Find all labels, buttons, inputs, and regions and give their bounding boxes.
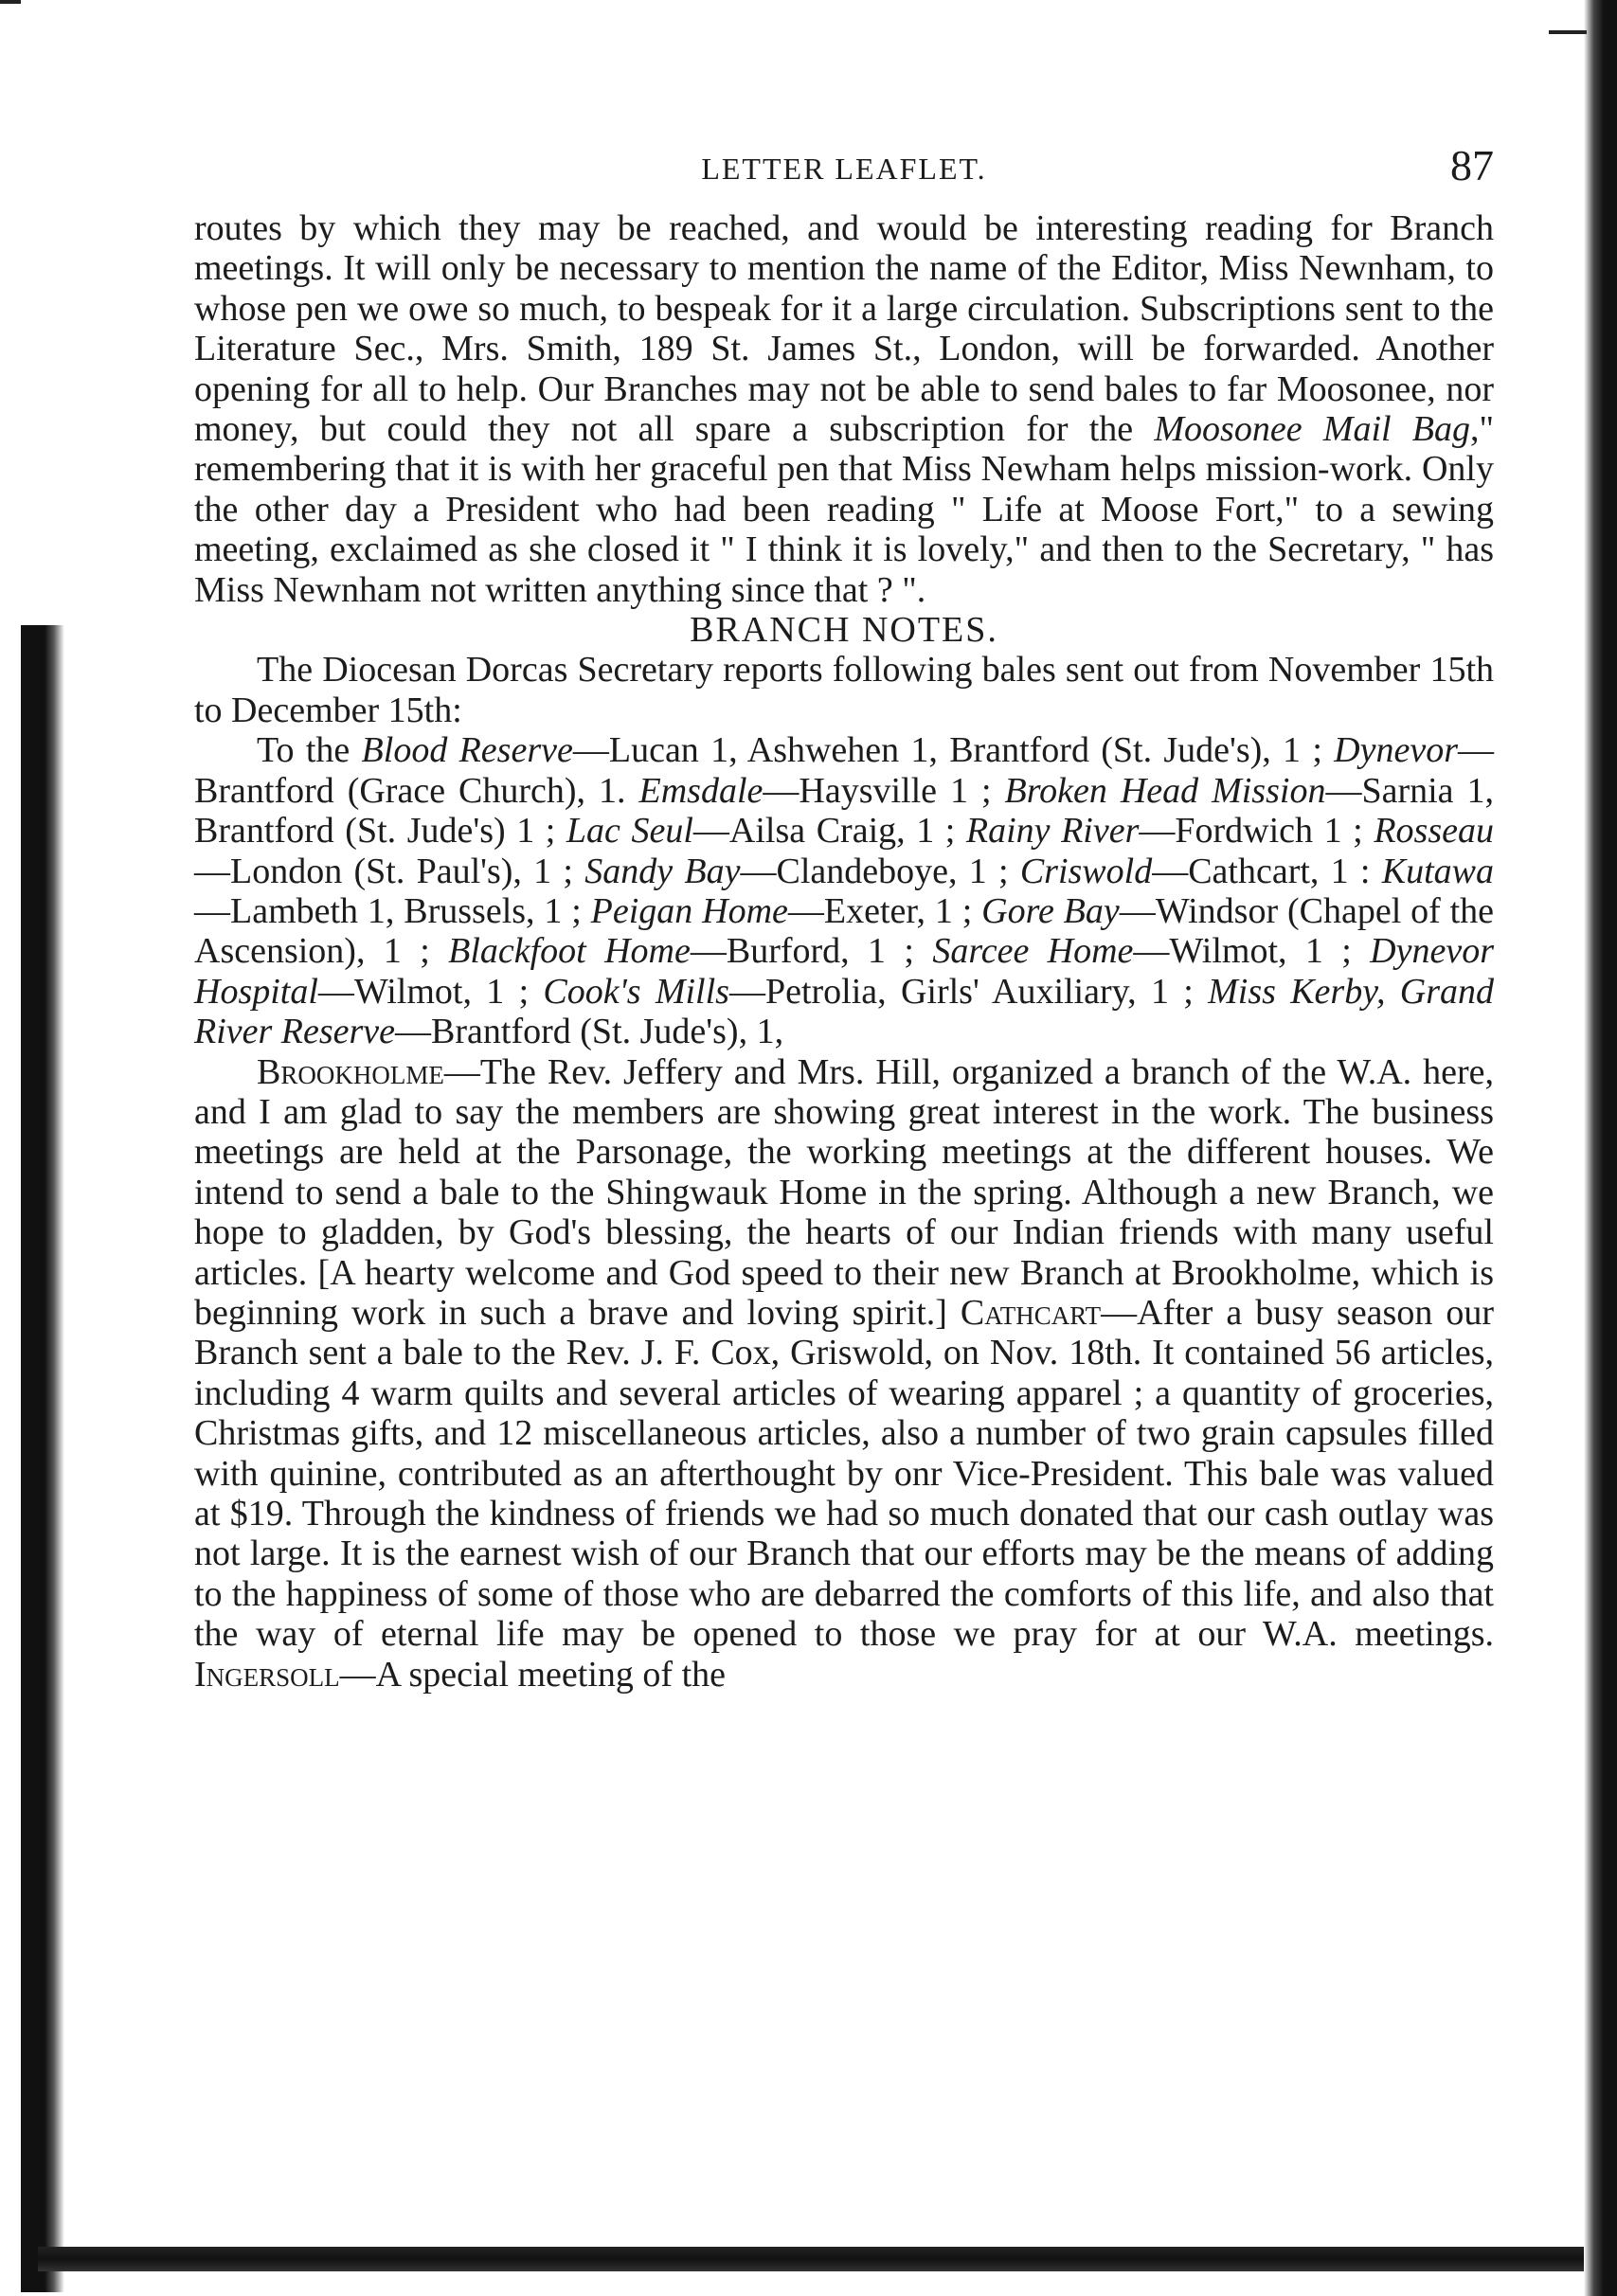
mission-name: Gore Bay <box>981 890 1120 931</box>
paragraph-text: —Lambeth 1, Brussels, 1 ; <box>194 890 591 931</box>
branch-name: Brookholme <box>257 1051 444 1092</box>
mission-name: Rosseau <box>1374 811 1494 852</box>
paragraph-text: —London (St. Paul's), 1 ; <box>194 851 585 891</box>
paragraph-text: To the <box>257 730 362 771</box>
paragraph-dorcas-report: The Diocesan Dorcas Secretary reports following bales sent out from November 15th to December 15th: <box>194 650 1494 730</box>
mission-name: Rainy River <box>965 811 1140 852</box>
branch-name: Ingersoll <box>194 1654 340 1695</box>
paragraph-text: —Windsor (Chapel of the Ascension), 1 ; <box>194 890 1495 972</box>
page-number: 87 <box>1450 141 1494 189</box>
scan-mark <box>1549 30 1587 34</box>
mission-name: Criswold <box>1019 851 1153 891</box>
paragraph-text: routes by which they may be reached, and would be interesting reading for Branch meetings. It will only be necessary to mention the name of the Editor, Miss Newnham, to whose pen we owe so much, to bespeak for it a large circulation. Subscriptions sent to the Literature Sec., Mrs. Smith, 189 St. James St., London, will be forwarded. Another opening for all to help. Our Branches may not be able to send bales to far Moosonee, nor money, but could they not all spare a subscription for the <box>194 208 1494 450</box>
paragraph-text: —Clandeboye, 1 ; <box>740 851 1020 891</box>
paragraph-text: —Wilmot, 1 ; <box>317 971 544 1012</box>
paragraph-continuation <box>194 208 1494 610</box>
scan-bottom-edge <box>38 2247 1584 2271</box>
paragraph-text: —Cathcart, 1 : <box>1152 851 1382 891</box>
scan-mark <box>0 0 21 4</box>
scan-left-edge <box>21 625 64 2292</box>
paragraph-text: —Haysville 1 ; <box>763 770 1005 811</box>
paragraph-text: ," remembering that it is with her graceful pen that Miss Newham helps mission-work. Only the other day a President who had been reading " Life at Moose Fort," to a sewing meeting, exclaimed as she closed it " I think it is lovely," and then to the Secretary, " has Miss Newnham not written anything since that ? ". <box>194 409 1495 610</box>
paragraph-text: —Exeter, 1 ; <box>787 890 982 931</box>
mission-name: Kutawa <box>1381 851 1494 891</box>
mission-name: Lac Seul <box>566 811 693 852</box>
running-head <box>194 141 1494 208</box>
mission-name: Dynevor Hospital <box>194 931 1494 1012</box>
mission-name: Dynevor <box>1334 730 1459 771</box>
paragraph-bales-list <box>194 730 1494 1051</box>
running-title: LETTER LEAFLET. <box>701 152 987 186</box>
paragraph-text: —After a busy season our Branch sent a bale to the Rev. J. F. Cox, Griswold, on Nov. 18th. It contained 56 articles, including 4 warm quilts and several articles of wearing apparel ; a quantity of groceries, Christmas gifts, and 12 miscellaneous articles, also a number of two grain capsules filled with quinine, contributed as an afterthought by onr Vice-President. This bale was valued at $19. Through the kindness of friends we had so much donated that our cash outlay was not large. It is the earnest wish of our Branch that our efforts may be the means of adding to the happiness of some of those who are debarred the comforts of this life, and also that the way of eternal life may be opened to those we pray for at our W.A. meetings. <box>194 1292 1495 1655</box>
mission-name: Sandy Bay <box>584 851 741 891</box>
mission-name: Cook's Mills <box>543 971 729 1012</box>
paragraph-text: —Ailsa Craig, 1 ; <box>692 811 966 852</box>
paragraph-branch-reports <box>194 1052 1494 1695</box>
mission-name: Broken Head Mission <box>1004 770 1326 811</box>
mission-name: Miss Kerby, Grand River Reserve <box>194 971 1494 1052</box>
mission-name: Peigan Home <box>590 890 788 931</box>
paragraph-text: —Brantford (St. Jude's), 1, <box>395 1012 784 1052</box>
paragraph-text: —Burford, 1 ; <box>690 931 933 972</box>
mission-name: Emsdale <box>638 770 764 811</box>
section-heading: BRANCH NOTES. <box>690 610 998 651</box>
paragraph-text: —The Rev. Jeffery and Mrs. Hill, organized a branch of the W.A. here, and I am glad to say the members are showing great interest in the work. The business meetings are held at the Parsonage, the working meetings at the different houses. We intend to send a bale to the Shingwauk Home in the spring. Although a new Branch, we hope to gladden, by God's blessing, the hearts of our Indian friends with many useful articles. [A hearty welcome and God speed to their new Branch at Brookholme, which is beginning work in such a brave and loving spirit.] <box>194 1051 1494 1333</box>
mission-name: Blackfoot Home <box>448 931 691 972</box>
page-body <box>194 141 1495 1695</box>
paragraph-text: —Wilmot, 1 ; <box>1133 931 1371 972</box>
mission-name: Sarcee Home <box>932 931 1134 972</box>
italic-title: Moosonee Mail Bag <box>1154 409 1470 450</box>
paragraph-text: —Petrolia, Girls' Auxiliary, 1 ; <box>728 971 1209 1012</box>
paragraph-text: —Sarnia 1, Brantford (St. Jude's) 1 ; <box>194 770 1495 852</box>
branch-name: Cathcart <box>960 1292 1102 1333</box>
paragraph-text: —Fordwich 1 ; <box>1139 811 1374 852</box>
mission-name: Blood Reserve <box>361 730 573 771</box>
scan-right-edge <box>1584 0 1617 2296</box>
paragraph-text: —Brantford (Grace Church), 1. <box>194 730 1495 811</box>
paragraph-text: —Lucan 1, Ashwehen 1, Brantford (St. Jude's), 1 ; <box>572 730 1335 771</box>
paragraph-text: —A special meeting of the <box>339 1654 726 1695</box>
